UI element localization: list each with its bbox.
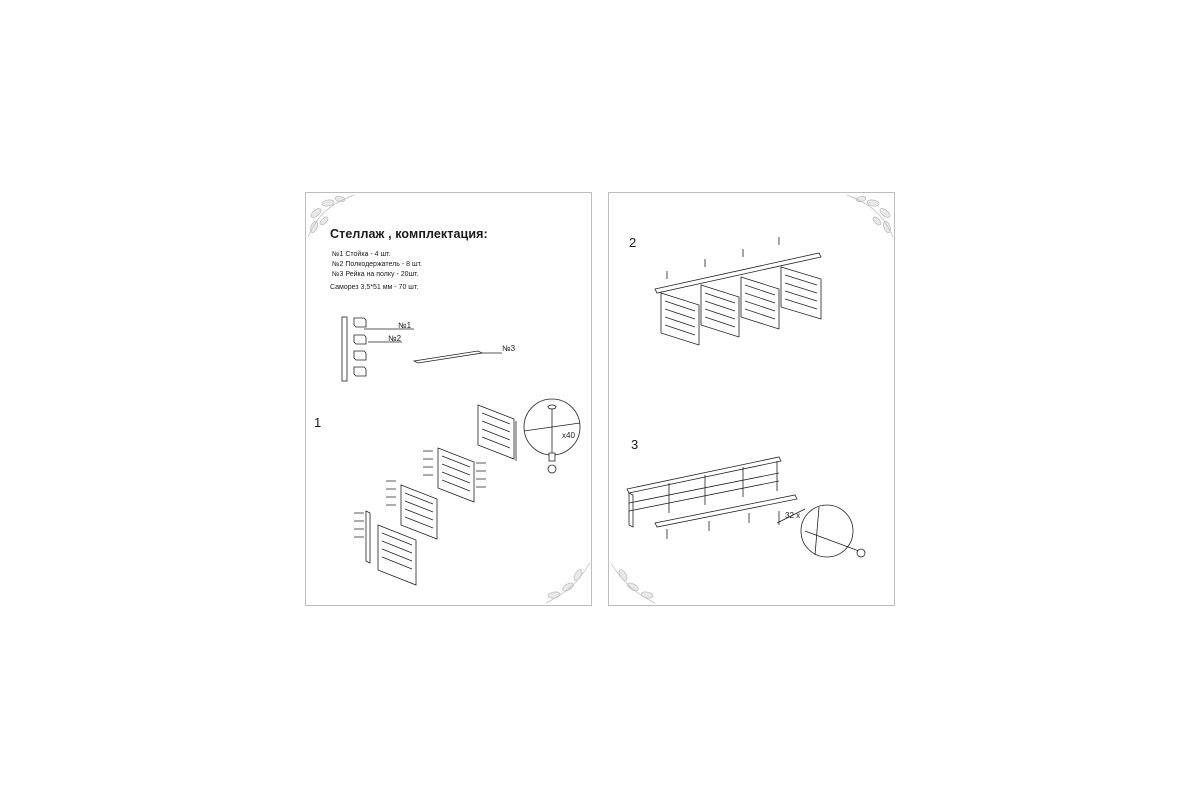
part-item: №3 Рейка на полку - 20шт. [332,271,419,278]
callout-part-1: №1 [398,321,412,330]
left-page [305,192,592,606]
step-number-2: 2 [629,235,637,250]
screw-count-step3: 32 x [785,511,801,520]
step-number-1: 1 [314,415,322,430]
callout-part-2: №2 [388,334,402,343]
bottom-ornament-left [306,193,593,607]
step-number-3: 3 [631,437,639,452]
screw-count-step1: x40 [562,431,575,440]
screws-spec: Саморез 3,5*51 мм - 70 шт. [330,284,419,291]
bottom-ornament-right [609,193,896,607]
part-item: №1 Стойка - 4 шт. [332,251,391,258]
callout-part-3: №3 [502,344,516,353]
page-title: Стеллаж , комплектация: [330,227,488,241]
right-page [608,192,895,606]
part-item: №2 Полкодержатель - 8 шт. [332,261,422,268]
